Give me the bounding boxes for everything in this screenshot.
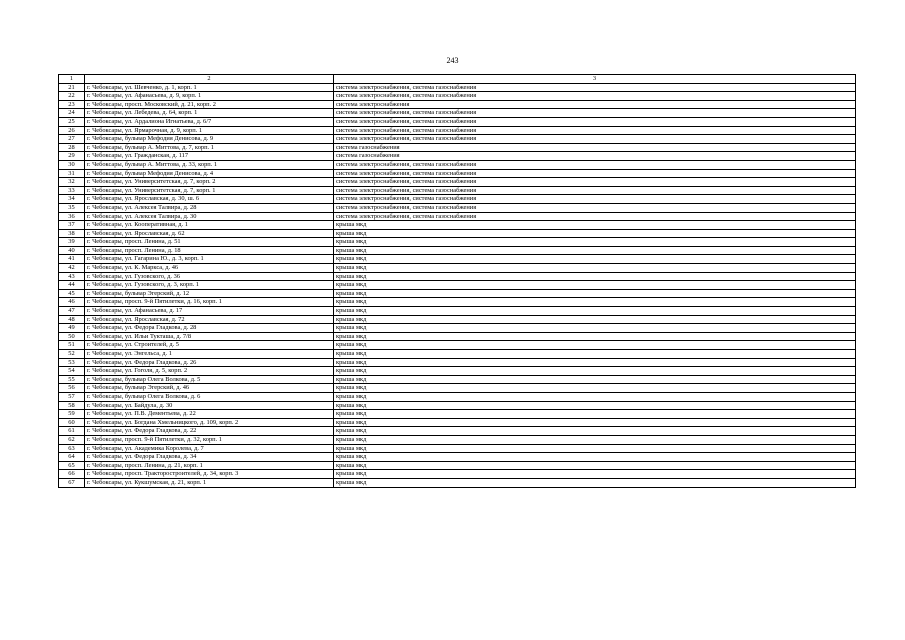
systems-cell: крыша мкд bbox=[334, 255, 856, 264]
table-row bbox=[59, 332, 856, 341]
systems-cell: крыша мкд bbox=[334, 332, 856, 341]
systems-cell: крыша мкд bbox=[334, 324, 856, 333]
table-row bbox=[59, 410, 856, 419]
table-row bbox=[59, 384, 856, 393]
address-cell: г. Чебоксары, бульвар Олега Волкова, д. 6 bbox=[85, 392, 334, 401]
table-row bbox=[59, 178, 856, 187]
row-number-cell: 67 bbox=[59, 478, 85, 487]
systems-cell: крыша мкд bbox=[334, 229, 856, 238]
systems-cell: система электроснабжения, система газоснабжения bbox=[334, 109, 856, 118]
systems-cell: крыша мкд bbox=[334, 358, 856, 367]
row-number-cell: 30 bbox=[59, 160, 85, 169]
address-cell: г. Чебоксары, ул. Афанасьева, д. 9, корп. 1 bbox=[85, 92, 334, 101]
systems-cell: система электроснабжения, система газоснабжения bbox=[334, 83, 856, 92]
address-cell: г. Чебоксары, ул. Ардалиона Игнатьева, д. 6/7 bbox=[85, 117, 334, 126]
address-cell: г. Чебоксары, просп. Тракторостроителей, д. 34, корп. 3 bbox=[85, 470, 334, 479]
table-row bbox=[59, 229, 856, 238]
systems-cell: крыша мкд bbox=[334, 410, 856, 419]
row-number-cell: 52 bbox=[59, 350, 85, 359]
systems-cell: система газоснабжения bbox=[334, 143, 856, 152]
systems-cell: крыша мкд bbox=[334, 384, 856, 393]
systems-cell: система электроснабжения, система газоснабжения bbox=[334, 160, 856, 169]
address-cell: г. Чебоксары, ул. Федора Гладкова, д. 26 bbox=[85, 358, 334, 367]
systems-cell: система электроснабжения, система газоснабжения bbox=[334, 195, 856, 204]
table-row bbox=[59, 435, 856, 444]
address-cell: г. Чебоксары, ул. Ярмарочная, д. 9, корп. 1 bbox=[85, 126, 334, 135]
row-number-cell: 24 bbox=[59, 109, 85, 118]
systems-cell: крыша мкд bbox=[334, 315, 856, 324]
address-cell: г. Чебоксары, ул. Федора Гладкова, д. 28 bbox=[85, 324, 334, 333]
address-cell: г. Чебоксары, ул. Федора Гладкова, д. 22 bbox=[85, 427, 334, 436]
address-cell: г. Чебоксары, ул. Байдула, д. 30 bbox=[85, 401, 334, 410]
row-number-cell: 39 bbox=[59, 238, 85, 247]
systems-cell: система электроснабжения, система газоснабжения bbox=[334, 135, 856, 144]
row-number-cell: 64 bbox=[59, 453, 85, 462]
table-row bbox=[59, 401, 856, 410]
table-row bbox=[59, 160, 856, 169]
systems-cell: крыша мкд bbox=[334, 272, 856, 281]
row-number-cell: 65 bbox=[59, 461, 85, 470]
table-row bbox=[59, 375, 856, 384]
address-cell: г. Чебоксары, бульвар А. Миттова, д. 33, корп. 1 bbox=[85, 160, 334, 169]
row-number-cell: 62 bbox=[59, 435, 85, 444]
systems-cell: система электроснабжения, система газоснабжения bbox=[334, 203, 856, 212]
row-number-cell: 33 bbox=[59, 186, 85, 195]
systems-cell: крыша мкд bbox=[334, 470, 856, 479]
address-cell: г. Чебоксары, ул. Кооперативная, д. 1 bbox=[85, 221, 334, 230]
table-row bbox=[59, 358, 856, 367]
row-number-cell: 59 bbox=[59, 410, 85, 419]
row-number-cell: 36 bbox=[59, 212, 85, 221]
systems-cell: система электроснабжения, система газоснабжения bbox=[334, 186, 856, 195]
address-cell: г. Чебоксары, ул. Алексея Талвира, д. 30 bbox=[85, 212, 334, 221]
address-cell: г. Чебоксары, ул. Лебедева, д. 64, корп. 1 bbox=[85, 109, 334, 118]
row-number-cell: 22 bbox=[59, 92, 85, 101]
systems-cell: система электроснабжения, система газоснабжения bbox=[334, 178, 856, 187]
address-cell: г. Чебоксары, ул. Шевченко, д. 1, корп. 1 bbox=[85, 83, 334, 92]
address-cell: г. Чебоксары, ул. Энгельса, д. 1 bbox=[85, 350, 334, 359]
row-number-cell: 47 bbox=[59, 307, 85, 316]
address-cell: г. Чебоксары, просп. Ленина, д. 51 bbox=[85, 238, 334, 247]
table-row bbox=[59, 478, 856, 487]
table-body bbox=[59, 75, 856, 488]
systems-cell: крыша мкд bbox=[334, 367, 856, 376]
table-row bbox=[59, 83, 856, 92]
row-number-cell: 37 bbox=[59, 221, 85, 230]
row-number-cell: 50 bbox=[59, 332, 85, 341]
address-cell: г. Чебоксары, бульвар Мефодия Денисова, д. 9 bbox=[85, 135, 334, 144]
address-table bbox=[58, 74, 856, 488]
table-row bbox=[59, 212, 856, 221]
table-row bbox=[59, 427, 856, 436]
header-col-2: 2 bbox=[85, 75, 334, 84]
address-cell: г. Чебоксары, ул. Алексея Талвира, д. 28 bbox=[85, 203, 334, 212]
address-cell: г. Чебоксары, просп. Ленина, д. 18 bbox=[85, 246, 334, 255]
systems-cell: крыша мкд bbox=[334, 478, 856, 487]
row-number-cell: 26 bbox=[59, 126, 85, 135]
table-row bbox=[59, 298, 856, 307]
systems-cell: крыша мкд bbox=[334, 264, 856, 273]
systems-cell: система электроснабжения, система газоснабжения bbox=[334, 117, 856, 126]
row-number-cell: 27 bbox=[59, 135, 85, 144]
row-number-cell: 57 bbox=[59, 392, 85, 401]
table-row bbox=[59, 444, 856, 453]
row-number-cell: 32 bbox=[59, 178, 85, 187]
table-row bbox=[59, 272, 856, 281]
table-row bbox=[59, 255, 856, 264]
table-row bbox=[59, 186, 856, 195]
row-number-cell: 45 bbox=[59, 289, 85, 298]
address-cell: г. Чебоксары, бульвар А. Миттова, д. 7, корп. 1 bbox=[85, 143, 334, 152]
table-row bbox=[59, 461, 856, 470]
systems-cell: система электроснабжения, система газоснабжения bbox=[334, 169, 856, 178]
row-number-cell: 31 bbox=[59, 169, 85, 178]
address-cell: г. Чебоксары, ул. Гузовского, д. 3, корп. 1 bbox=[85, 281, 334, 290]
table-row bbox=[59, 92, 856, 101]
address-cell: г. Чебоксары, просп. 9-й Пятилетки, д. 32, корп. 1 bbox=[85, 435, 334, 444]
systems-cell: система электроснабжения, система газоснабжения bbox=[334, 92, 856, 101]
table-row bbox=[59, 315, 856, 324]
table-row bbox=[59, 350, 856, 359]
row-number-cell: 63 bbox=[59, 444, 85, 453]
row-number-cell: 58 bbox=[59, 401, 85, 410]
address-cell: г. Чебоксары, ул. Афанасьева, д. 17 bbox=[85, 307, 334, 316]
row-number-cell: 21 bbox=[59, 83, 85, 92]
systems-cell: крыша мкд bbox=[334, 401, 856, 410]
systems-cell: крыша мкд bbox=[334, 427, 856, 436]
address-cell: г. Чебоксары, ул. Кукшумская, д. 21, корп. 1 bbox=[85, 478, 334, 487]
row-number-cell: 55 bbox=[59, 375, 85, 384]
table-row bbox=[59, 246, 856, 255]
address-cell: г. Чебоксары, просп. Московский, д. 21, корп. 2 bbox=[85, 100, 334, 109]
row-number-cell: 23 bbox=[59, 100, 85, 109]
row-number-cell: 38 bbox=[59, 229, 85, 238]
address-cell: г. Чебоксары, ул. К. Маркса, д. 46 bbox=[85, 264, 334, 273]
row-number-cell: 41 bbox=[59, 255, 85, 264]
systems-cell: крыша мкд bbox=[334, 289, 856, 298]
table-row bbox=[59, 281, 856, 290]
systems-cell: крыша мкд bbox=[334, 453, 856, 462]
systems-cell: крыша мкд bbox=[334, 341, 856, 350]
address-cell: г. Чебоксары, бульвар Мефодия Денисова, д. 4 bbox=[85, 169, 334, 178]
address-cell: г. Чебоксары, ул. Академика Королева, д. 7 bbox=[85, 444, 334, 453]
address-cell: г. Чебоксары, ул. Гузовского, д. 36 bbox=[85, 272, 334, 281]
row-number-cell: 40 bbox=[59, 246, 85, 255]
row-number-cell: 29 bbox=[59, 152, 85, 161]
systems-cell: система газоснабжения bbox=[334, 152, 856, 161]
row-number-cell: 53 bbox=[59, 358, 85, 367]
table-row bbox=[59, 109, 856, 118]
table-row bbox=[59, 453, 856, 462]
row-number-cell: 42 bbox=[59, 264, 85, 273]
row-number-cell: 44 bbox=[59, 281, 85, 290]
table-row bbox=[59, 203, 856, 212]
address-cell: г. Чебоксары, ул. Университетская, д. 7, корп. 1 bbox=[85, 186, 334, 195]
page-number: 243 bbox=[446, 56, 459, 65]
table-row bbox=[59, 221, 856, 230]
systems-cell: крыша мкд bbox=[334, 461, 856, 470]
address-cell: г. Чебоксары, просп. Ленина, д. 21, корп. 1 bbox=[85, 461, 334, 470]
systems-cell: крыша мкд bbox=[334, 444, 856, 453]
table-row bbox=[59, 367, 856, 376]
address-cell: г. Чебоксары, ул. Федора Гладкова, д. 34 bbox=[85, 453, 334, 462]
table-row bbox=[59, 418, 856, 427]
table-row bbox=[59, 238, 856, 247]
table-row bbox=[59, 195, 856, 204]
table-row bbox=[59, 117, 856, 126]
header-col-3: 3 bbox=[334, 75, 856, 84]
systems-cell: система электроснабжения, система газоснабжения bbox=[334, 212, 856, 221]
address-cell: г. Чебоксары, ул. Гоголя, д. 5, корп. 2 bbox=[85, 367, 334, 376]
systems-cell: крыша мкд bbox=[334, 246, 856, 255]
systems-cell: крыша мкд bbox=[334, 350, 856, 359]
table-row bbox=[59, 341, 856, 350]
table-row bbox=[59, 324, 856, 333]
address-cell: г. Чебоксары, ул. Гагарина Ю., д. 3, корп. 1 bbox=[85, 255, 334, 264]
systems-cell: крыша мкд bbox=[334, 375, 856, 384]
systems-cell: система электроснабжения, система газоснабжения bbox=[334, 126, 856, 135]
systems-cell: крыша мкд bbox=[334, 221, 856, 230]
row-number-cell: 25 bbox=[59, 117, 85, 126]
address-cell: г. Чебоксары, бульвар Эгерский, д. 46 bbox=[85, 384, 334, 393]
row-number-cell: 49 bbox=[59, 324, 85, 333]
header-col-1: 1 bbox=[59, 75, 85, 84]
row-number-cell: 43 bbox=[59, 272, 85, 281]
address-cell: г. Чебоксары, ул. Строителей, д. 5 bbox=[85, 341, 334, 350]
row-number-cell: 54 bbox=[59, 367, 85, 376]
address-cell: г. Чебоксары, просп. 9-й Пятилетки, д. 16, корп. 1 bbox=[85, 298, 334, 307]
table-row bbox=[59, 126, 856, 135]
row-number-cell: 61 bbox=[59, 427, 85, 436]
address-cell: г. Чебоксары, ул. Ярославская, д. 72 bbox=[85, 315, 334, 324]
row-number-cell: 28 bbox=[59, 143, 85, 152]
table-row bbox=[59, 470, 856, 479]
systems-cell: крыша мкд bbox=[334, 418, 856, 427]
table-row bbox=[59, 152, 856, 161]
systems-cell: крыша мкд bbox=[334, 281, 856, 290]
systems-cell: крыша мкд bbox=[334, 435, 856, 444]
address-cell: г. Чебоксары, ул. Ярославская, д. 30, ш. 6 bbox=[85, 195, 334, 204]
table-row bbox=[59, 264, 856, 273]
row-number-cell: 46 bbox=[59, 298, 85, 307]
systems-cell: крыша мкд bbox=[334, 392, 856, 401]
row-number-cell: 34 bbox=[59, 195, 85, 204]
table-row bbox=[59, 135, 856, 144]
address-cell: г. Чебоксары, бульвар Эгерский, д. 12 bbox=[85, 289, 334, 298]
address-cell: г. Чебоксары, ул. Богдана Хмельницкого, д. 109, корп. 2 bbox=[85, 418, 334, 427]
address-cell: г. Чебоксары, ул. П.В. Дементьева, д. 22 bbox=[85, 410, 334, 419]
row-number-cell: 51 bbox=[59, 341, 85, 350]
row-number-cell: 56 bbox=[59, 384, 85, 393]
row-number-cell: 66 bbox=[59, 470, 85, 479]
table-row bbox=[59, 143, 856, 152]
table-row bbox=[59, 169, 856, 178]
address-cell: г. Чебоксары, бульвар Олега Волкова, д. 5 bbox=[85, 375, 334, 384]
address-cell: г. Чебоксары, ул. Ярославская, д. 62 bbox=[85, 229, 334, 238]
table-row bbox=[59, 100, 856, 109]
systems-cell: крыша мкд bbox=[334, 298, 856, 307]
table-row bbox=[59, 392, 856, 401]
systems-cell: крыша мкд bbox=[334, 238, 856, 247]
address-cell: г. Чебоксары, ул. Гражданская, д. 117 bbox=[85, 152, 334, 161]
row-number-cell: 35 bbox=[59, 203, 85, 212]
address-cell: г. Чебоксары, ул. Университетская, д. 7, корп. 2 bbox=[85, 178, 334, 187]
table-row bbox=[59, 289, 856, 298]
table-header-row bbox=[59, 75, 856, 84]
row-number-cell: 48 bbox=[59, 315, 85, 324]
systems-cell: система электроснабжения bbox=[334, 100, 856, 109]
address-cell: г. Чебоксары, ул. Ильи Тукташа, д. 7/8 bbox=[85, 332, 334, 341]
row-number-cell: 60 bbox=[59, 418, 85, 427]
systems-cell: крыша мкд bbox=[334, 307, 856, 316]
table-row bbox=[59, 307, 856, 316]
